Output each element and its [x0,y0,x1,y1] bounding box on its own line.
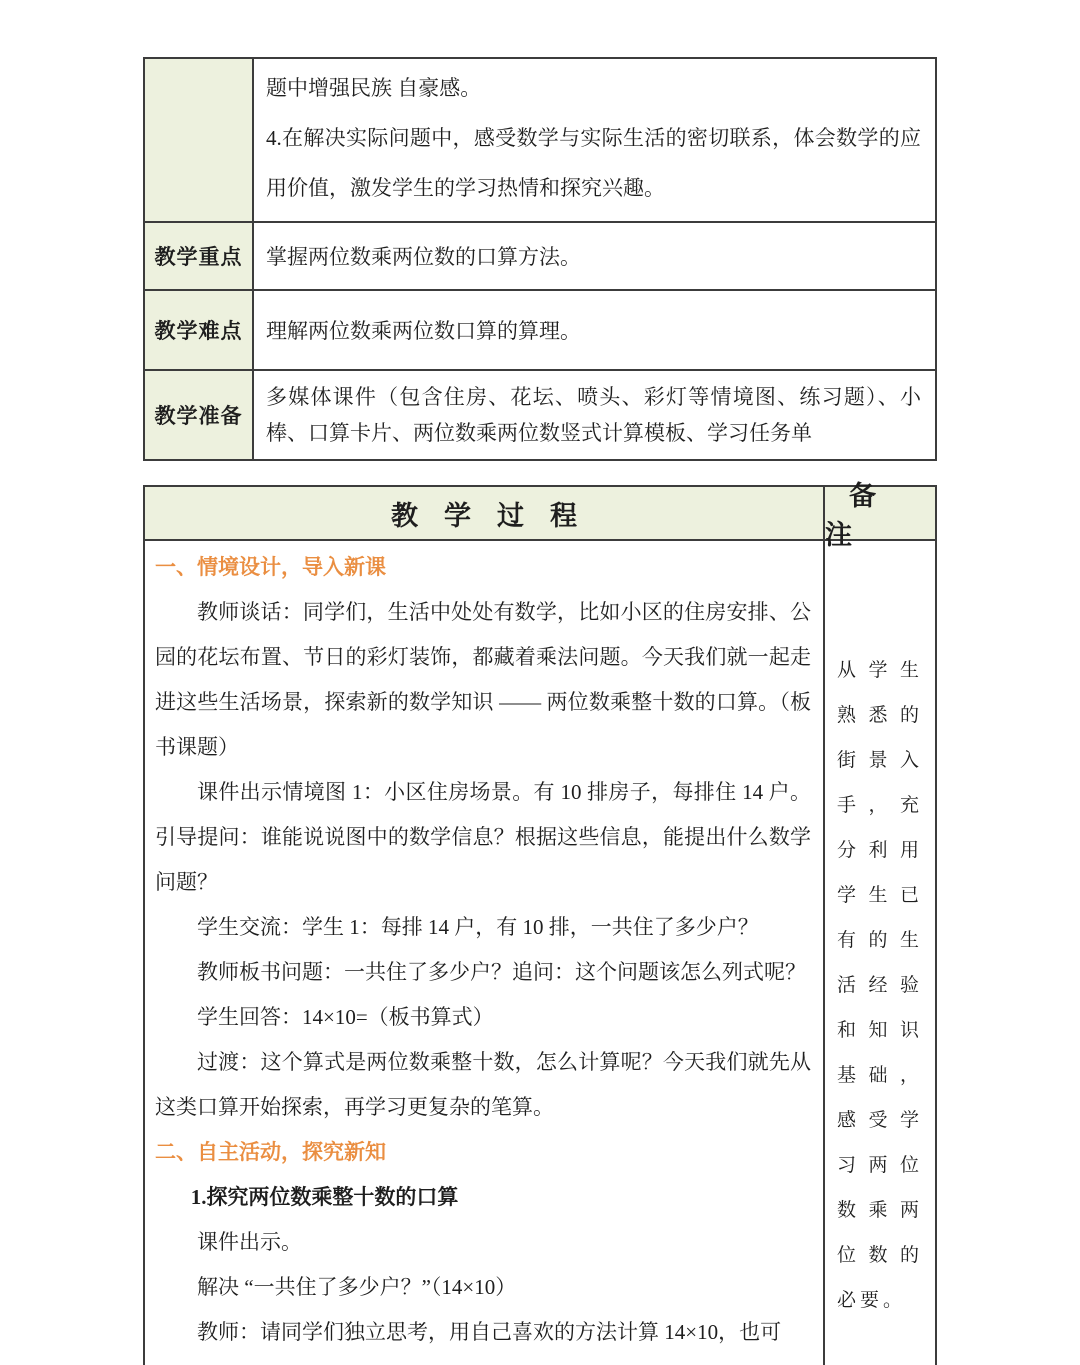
paragraph: 解决 “一共住了多少户？”（14×10） [197,1275,517,1299]
row-label: 教学重点 [154,246,243,269]
remark-note: 从学生熟悉的街景入手，充分利用学生已有的生活经验和知识基础，感受学习两位数乘两位数的必要。 [837,659,923,1311]
row-content-cell [254,371,935,459]
paragraph: 教师板书问题：一共住了多少户？追问：这个问题该怎么列式呢？ [197,960,806,984]
row-label: 教学准备 [154,405,243,428]
row-label-cell [145,59,254,221]
paragraph: 学生交流：学生 1：每排 14 户，有 10 排，一共住了多少户？ [197,915,759,939]
section-heading: 二、自主活动，探究新知 [155,1141,386,1164]
info-table [143,57,937,461]
paragraph: 过渡：这个算式是两位数乘整十数，怎么计算呢？今天我们就先从这类口算开始探索，再学习更复杂的笔算。 [155,1050,811,1119]
process-title: 教学过程 [391,500,603,531]
paragraph: 掌握两位数乘两位数的口算方法。 [266,245,581,269]
paragraph: 课件出示。 [197,1230,302,1254]
paragraph: 学生回答：14×10=（板书算式） [197,1005,494,1029]
process-table [143,481,937,1365]
table-row [145,291,935,371]
row-label-cell [145,371,254,459]
paragraph: 题中增强民族 自豪感。 [266,76,482,100]
row-content-cell [254,291,935,369]
remark-title: 备注 [825,481,900,550]
process-table-header [145,481,935,550]
paragraph: 课件出示情境图 1：小区住房场景。有 10 排房子，每排住 14 户。引导提问：谁能说说图中的数学信息？根据这些信息，能提出什么数学问题？ [155,780,811,894]
row-label: 教学难点 [154,320,243,343]
paragraph: 4.在解决实际问题中，感受数学与实际生活的密切联系，体会数学的应用价值，激发学生的学习热情和探究兴趣。 [266,126,921,200]
section-heading: 一、情境设计，导入新课 [155,556,386,579]
process-content-cell [145,541,825,1365]
process-table-body [145,541,935,1365]
row-content-cell [254,223,935,289]
paragraph: 理解两位数乘两位数口算的算理。 [266,319,581,343]
remark-header-cell [825,481,935,550]
paragraph: 多媒体课件（包含住房、花坛、喷头、彩灯等情境图、练习题）、小棒、口算卡片、两位数乘两位数竖式计算模板、学习任务单 [266,385,921,445]
table-row [145,223,935,291]
row-label-cell [145,223,254,289]
row-label-cell [145,291,254,369]
process-header-cell [145,487,825,539]
paragraph: 教师谈话：同学们，生活中处处有数学，比如小区的住房安排、公园的花坛布置、节日的彩灯装饰，都藏着乘法问题。今天我们就一起走进这些生活场景，探索新的数学知识 —— 两位数乘整十数的口算。（板书课题） [155,600,811,759]
sub-heading: 1.探究两位数乘整十数的口算 [190,1185,459,1209]
table-row [145,371,935,459]
remark-cell [825,541,935,1365]
paragraph: 教师：请同学们独立思考，用自己喜欢的方法计算 14×10，也可 [197,1320,782,1344]
table-row [145,59,935,223]
row-content-cell [254,59,935,221]
